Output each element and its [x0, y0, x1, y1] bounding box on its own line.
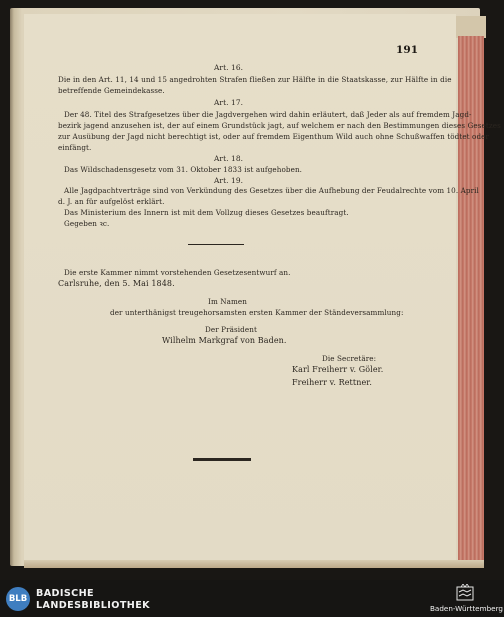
- article-heading: Art. 16.: [214, 63, 244, 72]
- text-line: Alle Jagdpachtverträge sind von Verkündung des Gesetzes über die Aufhebung der Feudalrechte vom 10. April: [64, 186, 479, 195]
- library-name-line2: LANDESBIBLIOTHEK: [36, 600, 150, 611]
- signature-name: Wilhelm Markgraf von Baden.: [162, 336, 287, 345]
- page-number: 191: [396, 44, 419, 56]
- text-line: bezirk jagend anzusehen ist, der auf einem Grundstück jagt, auf welchem er nach den Bestimmungen dieses Gesetzes: [58, 121, 501, 130]
- place-date: Carlsruhe, den 5. Mai 1848.: [58, 279, 175, 288]
- text-line: Die in den Art. 11, 14 und 15 angedrohten Strafen fließen zur Hälfte in die Staatskasse, zur Hälfte in die: [58, 75, 452, 84]
- text-line: Der 48. Titel des Strafgesetzes über die Jagdvergehen wird dahin erläutert, daß Jeder als auf fremdem Jagd-: [64, 110, 472, 119]
- text-line: Der Präsident: [205, 325, 257, 334]
- text-line: zur Ausübung der Jagd nicht berechtigt ist, oder auf fremdem Eigenthum Wild auch ohne Schußwaffen tödtet oder: [58, 132, 490, 141]
- text-line: Die Secretäre:: [322, 354, 377, 363]
- article-heading: Art. 18.: [214, 154, 244, 163]
- text-line: betreffende Gemeindekasse.: [58, 86, 165, 95]
- library-logo: BLB: [6, 587, 30, 611]
- text-line: der unterthänigst treugehorsamsten ersten Kammer der Ständeversammlung:: [110, 308, 404, 317]
- library-name-line1: BADISCHE: [36, 588, 95, 599]
- text-line: Das Ministerium des Innern ist mit dem Vollzug dieses Gesetzes beauftragt.: [64, 208, 349, 217]
- state-crest-icon: [455, 584, 475, 602]
- state-name: Baden-Württemberg: [430, 604, 503, 613]
- text-line: Gegeben ꝛc.: [64, 219, 110, 228]
- text-line: einfängt.: [58, 143, 92, 152]
- text-line: d. J. an für aufgelöst erklärt.: [58, 197, 165, 206]
- book-bottom-edge: [24, 560, 484, 568]
- text-line: Die erste Kammer nimmt vorstehenden Gesetzesentwurf an.: [64, 268, 291, 277]
- section-divider: [188, 244, 244, 245]
- article-heading: Art. 19.: [214, 176, 244, 185]
- page-stack-top: [456, 16, 486, 38]
- closing-rule: [193, 458, 251, 461]
- signature-name: Karl Freiherr v. Göler.: [292, 365, 384, 374]
- text-line: Im Namen: [208, 297, 248, 306]
- article-heading: Art. 17.: [214, 98, 244, 107]
- text-line: Das Wildschadensgesetz vom 31. Oktober 1833 ist aufgehoben.: [64, 165, 303, 174]
- signature-name: Freiherr v. Rettner.: [292, 378, 372, 387]
